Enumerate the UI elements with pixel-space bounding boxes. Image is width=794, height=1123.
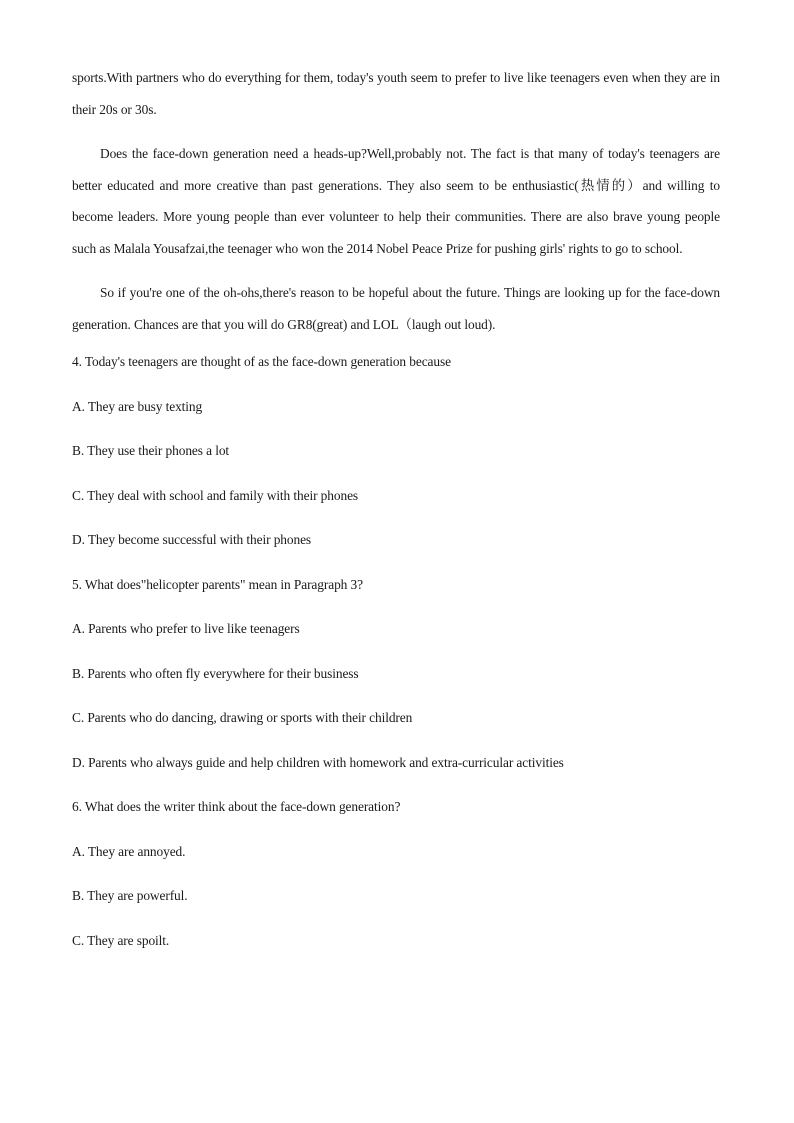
answer-option-c: C. They deal with school and family with their phones: [72, 487, 359, 503]
question-list: [72, 340, 720, 963]
question-stem: 6. What does the writer think about the face-down generation?: [72, 799, 401, 814]
answer-option-d: D. They become successful with their phones: [72, 532, 312, 547]
answer-option-d: D. Parents who always guide and help children with homework and extra-curricular activities: [72, 754, 564, 770]
question-5: [72, 563, 720, 786]
passage-paragraph: So if you're one of the oh-ohs,there's reason to be hopeful about the future. Things are looking up for the face-down generation. Chances are that you will do GR8(great) and LOL（laugh out loud).: [72, 285, 720, 332]
answer-option-a: A. They are busy texting: [72, 398, 203, 414]
question-stem: 5. What does"helicopter parents" mean in Paragraph 3?: [72, 576, 363, 592]
answer-option-a: A. Parents who prefer to live like teenagers: [72, 621, 300, 636]
question-4: [72, 340, 720, 563]
answer-option-b: B. They use their phones a lot: [72, 443, 230, 458]
answer-option-b: B. They are powerful.: [72, 888, 188, 903]
answer-option-c: C. They are spoilt.: [72, 932, 170, 948]
document-page: [72, 62, 720, 963]
question-stem: 4. Today's teenagers are thought of as the face-down generation because: [72, 354, 451, 369]
question-6: [72, 785, 720, 963]
answer-option-c: C. Parents who do dancing, drawing or sports with their children: [72, 710, 413, 725]
passage-paragraph-continued: sports.With partners who do everything for them, today's youth seem to prefer to live like teenagers even when they are in their 20s or 30s.: [72, 70, 720, 117]
answer-option-a: A. They are annoyed.: [72, 843, 186, 859]
passage-paragraph: Does the face-down generation need a heads-up?Well,probably not. The fact is that many of today's teenagers are better educated and more creative than past generations. They also seem to be enthusiastic(热情的）and willing to become leaders. More young people than ever volunteer to help their communities. There are also brave young people such as Malala Yousafzai,the teenager who won the 2014 Nobel Peace Prize for pushing girls' rights to go to school.: [72, 146, 720, 256]
answer-option-b: B. Parents who often fly everywhere for their business: [72, 665, 359, 681]
